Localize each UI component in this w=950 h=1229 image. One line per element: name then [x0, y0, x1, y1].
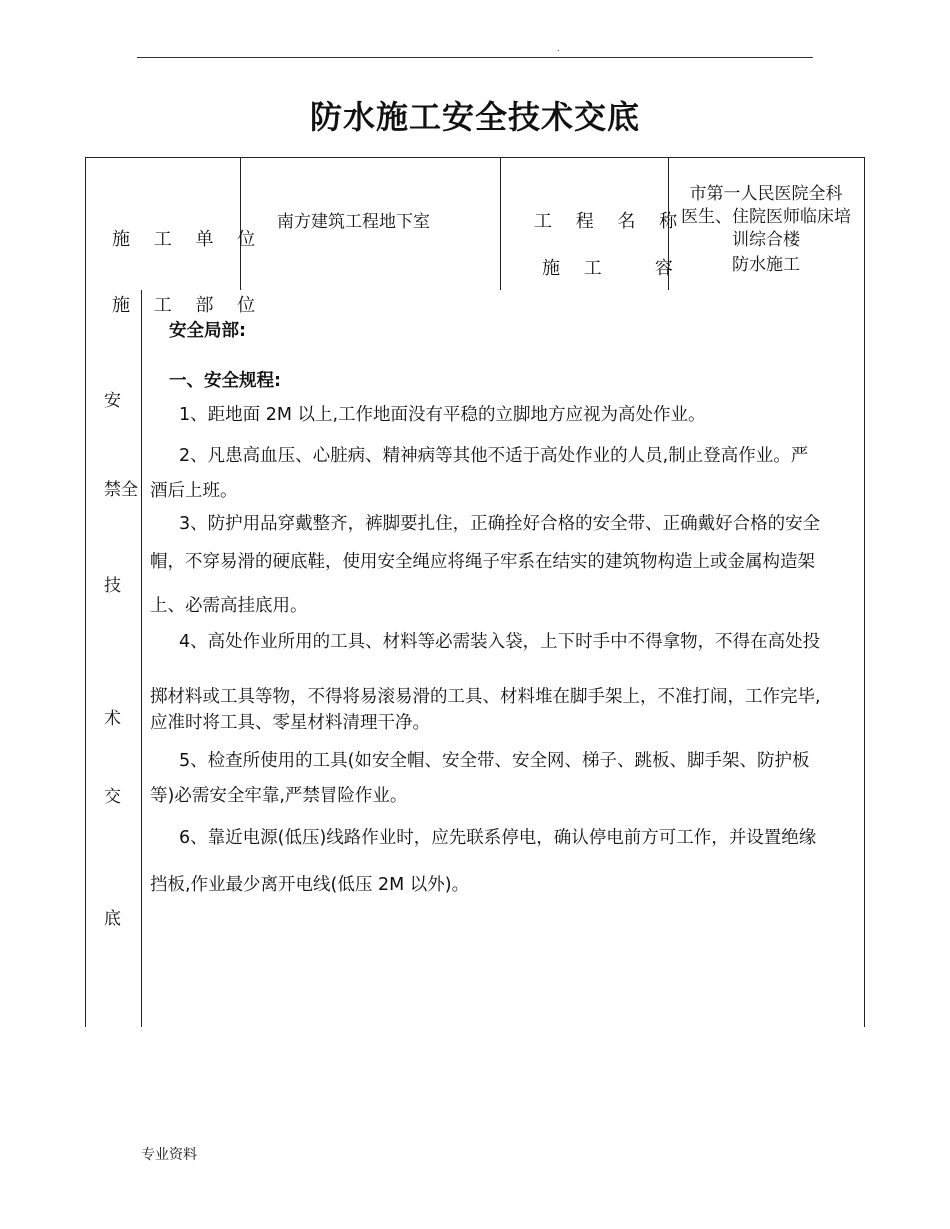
side-label-char: 禁全	[104, 480, 138, 500]
col-divider-2	[500, 157, 501, 290]
project-name-value	[669, 183, 863, 252]
body-line: 掷材料或工具等物，不得将易滚易滑的工具、材料堆在脚手架上，不准打闹，工作完毕,	[150, 687, 821, 707]
table-right-border	[864, 157, 865, 1027]
content-label: 施 工 容	[542, 258, 682, 279]
header-dot: .	[557, 44, 560, 53]
side-label-divider	[141, 290, 142, 1027]
section-heading: 安全局部:	[169, 321, 246, 341]
part-label: 施 工 部 位	[112, 295, 265, 316]
body-line: 上、必需高挂底用。	[150, 596, 308, 616]
body-line: 应准时将工具、零星材料清理干净。	[150, 713, 430, 733]
header-rule	[137, 57, 813, 58]
body-line: 5、检查所使用的工具(如安全帽、安全带、安全网、梯子、跳板、脚手架、防护板	[179, 751, 810, 771]
side-label-char: 安	[104, 391, 121, 411]
footer-text: 专业资料	[141, 1147, 197, 1163]
side-label-char: 术	[104, 709, 121, 729]
side-label-char: 技	[104, 576, 121, 596]
body-line: 2、凡患高血压、心脏病、精神病等其他不适于高处作业的人员,制止登高作业。严	[179, 446, 809, 466]
side-label-char: 交	[104, 787, 121, 807]
body-line: 6、靠近电源(低压)线路作业时，应先联系停电，确认停电前方可工作，并设置绝缘	[179, 828, 817, 848]
body-line: 1、距地面 2M 以上,工作地面没有平稳的立脚地方应视为高处作业。	[179, 405, 706, 425]
table-top-border	[85, 157, 865, 158]
subheading: 一、安全规程:	[169, 371, 281, 391]
unit-value: 南方建筑工程地下室	[277, 212, 430, 232]
unit-label: 施 工 单 位	[112, 229, 265, 250]
content-value: 防水施工	[732, 255, 800, 275]
document-title: 防水施工安全技术交底	[309, 98, 640, 136]
project-name-label: 工 程 名 称	[534, 211, 687, 232]
body-line: 3、防护用品穿戴整齐，裤脚要扎住，正确拴好合格的安全带、正确戴好合格的安全	[179, 514, 821, 534]
body-line: 帽，不穿易滑的硬底鞋，使用安全绳应将绳子牢系在结实的建筑物构造上或金属构造架	[150, 552, 815, 572]
body-line: 挡板,作业最少离开电线(低压 2M 以外)。	[150, 875, 470, 895]
body-line: 酒后上班。	[150, 481, 238, 501]
project-name-line: 训综合楼	[732, 230, 800, 250]
body-line: 4、高处作业所用的工具、材料等必需装入袋，上下时手中不得拿物，不得在高处投	[179, 632, 821, 652]
body-line: 等)必需安全牢靠,严禁冒险作业。	[150, 786, 408, 806]
table-left-border	[85, 157, 86, 1027]
side-label-char: 底	[104, 909, 121, 929]
project-name-line: 医生、住院医师临床培	[681, 207, 851, 227]
project-name-line: 市第一人民医院全科	[689, 184, 843, 204]
col-divider-1	[240, 157, 241, 290]
